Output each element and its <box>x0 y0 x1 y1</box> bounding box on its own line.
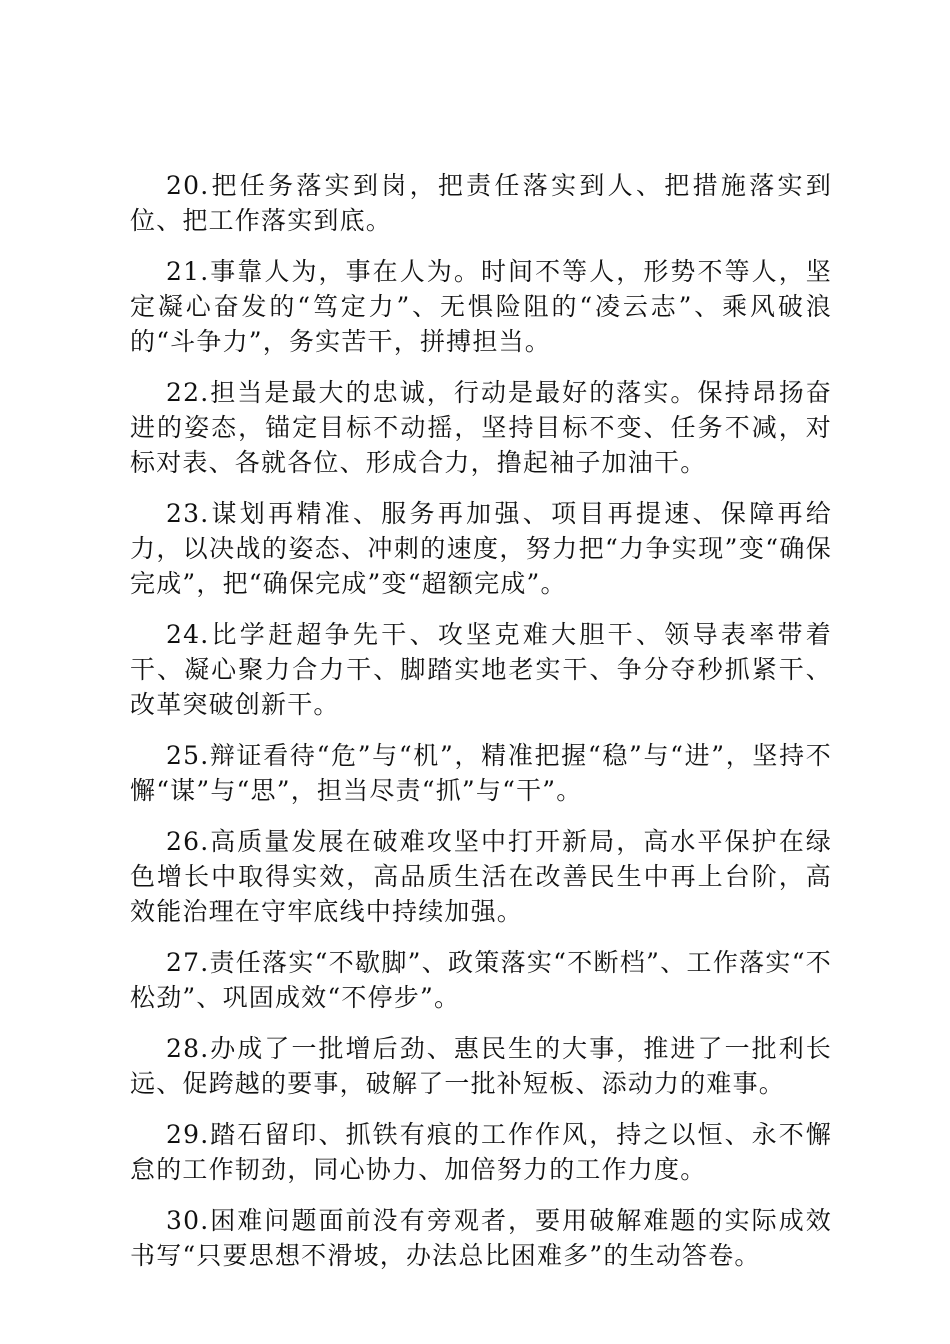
paragraph-27: 27.责任落实“不歇脚”、政策落实“不断档”、工作落实“不松劲”、巩固成效“不停步”。 <box>130 948 832 1012</box>
paragraph-21: 21.事靠人为，事在人为。时间不等人，形势不等人，坚定凝心奋发的“笃定力”、无惧险阻的“凌云志”、乘风破浪的“斗争力”，务实苦干，拼搏担当。 <box>130 257 832 356</box>
document-body <box>130 168 832 1289</box>
paragraph-24: 24.比学赶超争先干、攻坚克难大胆干、领导表率带着干、凝心聚力合力干、脚踏实地老实干、争分夺秒抓紧干、改革突破创新干。 <box>130 620 832 719</box>
paragraph-25: 25.辩证看待“危”与“机”，精准把握“稳”与“进”，坚持不懈“谋”与“思”，担当尽责“抓”与“干”。 <box>130 741 832 805</box>
paragraph-29: 29.踏石留印、抓铁有痕的工作作风，持之以恒、永不懈怠的工作韧劲，同心协力、加倍努力的工作力度。 <box>130 1120 832 1184</box>
paragraph-22: 22.担当是最大的忠诚，行动是最好的落实。保持昂扬奋进的姿态，锚定目标不动摇，坚持目标不变、任务不减，对标对表、各就各位、形成合力，撸起袖子加油干。 <box>130 378 832 477</box>
paragraph-23: 23.谋划再精准、服务再加强、项目再提速、保障再给力，以决战的姿态、冲刺的速度，努力把“力争实现”变“确保完成”，把“确保完成”变“超额完成”。 <box>130 499 832 598</box>
paragraph-30: 30.困难问题面前没有旁观者，要用破解难题的实际成效书写“只要思想不滑坡，办法总比困难多”的生动答卷。 <box>130 1206 832 1270</box>
paragraph-26: 26.高质量发展在破难攻坚中打开新局，高水平保护在绿色增长中取得实效，高品质生活在改善民生中再上台阶，高效能治理在守牢底线中持续加强。 <box>130 827 832 926</box>
paragraph-20: 20.把任务落实到岗，把责任落实到人、把措施落实到位、把工作落实到底。 <box>130 171 832 235</box>
paragraph-28: 28.办成了一批增后劲、惠民生的大事，推进了一批利长远、促跨越的要事，破解了一批补短板、添动力的难事。 <box>130 1034 832 1098</box>
